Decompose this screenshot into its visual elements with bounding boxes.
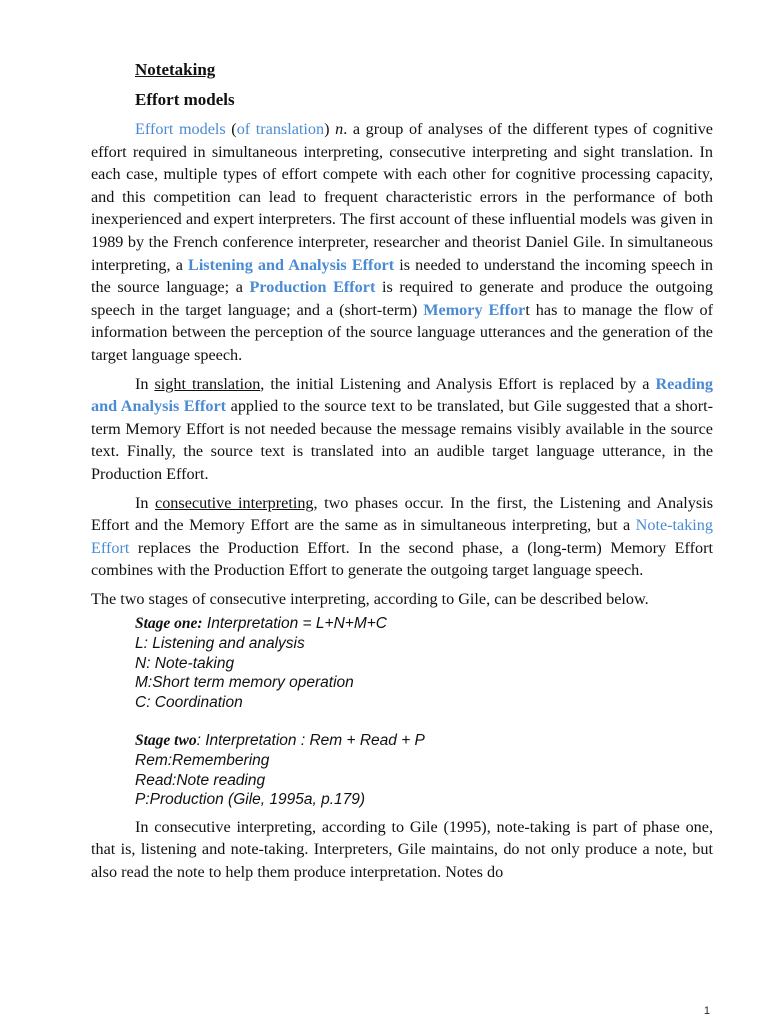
section-title: Effort models xyxy=(135,90,235,109)
page-content xyxy=(91,58,713,884)
text: In xyxy=(135,493,156,512)
text: ) xyxy=(324,120,336,138)
stage-two-label: Stage two xyxy=(135,732,197,750)
text: , two phases occur. In the first, the Listening and Analysis Effort and the Memory Effort are the same as in simultaneous interpreting, but a xyxy=(91,493,713,535)
paragraph-two-stages: The two stages of consecutive interpreting, according to Gile, can be described below. xyxy=(91,589,649,608)
text: Interpretation = L+N+M+C xyxy=(202,615,387,633)
link-consecutive-interpreting[interactable]: consecutive interpreting xyxy=(155,493,314,512)
text: ( xyxy=(225,120,237,138)
stage-one-block xyxy=(135,614,713,809)
term-reading-analysis-effort: Reading and Analysis Effort xyxy=(91,374,714,416)
term-listening-analysis-effort: Listening and Analysis Effort xyxy=(188,255,395,274)
stage-one-line: M:Short term memory operation xyxy=(135,674,354,692)
term-memory-effort: Memory Effor xyxy=(423,300,526,319)
stage-two-line: P:Production (Gile, 1995a, p.179) xyxy=(135,791,366,809)
paragraph-consecutive xyxy=(91,492,713,582)
stage-two-formula xyxy=(135,731,713,751)
paragraph-effort-models xyxy=(91,118,713,367)
page-number: 1 xyxy=(703,1005,710,1017)
stage-two-line: Read:Note reading xyxy=(135,771,266,789)
text: . a group of analyses of the different types of cognitive effort required in simultaneous interpreting, consecutive interpreting and sight translation. In each case, multiple types of effort compete with each other for cognitive processing capacity, and this competition can lead to frequent characteristic errors in the performance of both inexperienced and expert interpreters. The first account of these influential models was given in 1989 by the French conference interpreter, researcher and theorist Daniel Gile. In simultaneous interpreting, a xyxy=(91,120,713,274)
link-sight-translation[interactable]: sight translation xyxy=(154,374,261,393)
paragraph-note-taking: In consecutive interpreting, according to Gile (1995), note-taking is part of phase one, that is, listening and note-taking. Interpreters, Gile maintains, do not only produce a note, but also read the note to help them produce interpretation. Notes do xyxy=(91,817,713,881)
text: is required to generate and produce the outgoing speech in the target language; and a (short-term) xyxy=(91,278,713,319)
stage-one-line: C: Coordination xyxy=(135,693,243,711)
text: applied to the source text to be translated, but Gile suggested that a short-term Memory Effort is not needed because the message remains visibly available in the source text. Finally, the source text is translated into an audible target language utterance, in the Production Effort. xyxy=(91,397,713,483)
term-production-effort: Production Effort xyxy=(249,278,376,297)
text: , the initial Listening and Analysis Effort is replaced by a xyxy=(260,374,656,393)
stage-two-line: Rem:Remembering xyxy=(135,752,270,770)
term-of-translation: of translation xyxy=(236,120,325,138)
text: is needed to understand the incoming speech in the source language; a xyxy=(91,255,713,297)
text: n xyxy=(335,120,344,138)
stage-one-line: N: Note-taking xyxy=(135,654,235,672)
spacer xyxy=(135,712,713,731)
stage-one-line: L: Listening and analysis xyxy=(135,635,305,653)
term-effort-models: Effort models xyxy=(135,120,226,138)
stage-one-label: Stage one: xyxy=(135,615,203,633)
text: In xyxy=(135,374,155,393)
paragraph-sight-translation xyxy=(91,373,713,486)
page-title: Notetaking xyxy=(135,60,216,79)
term-note-taking-effort: Note-taking Effort xyxy=(91,516,713,557)
text: replaces the Production Effort. In the second phase, a (long-term) Memory Effort combines with the Production Effort to generate the outgoing target language speech. xyxy=(91,538,713,580)
text: : Interpretation : Rem + Read + P xyxy=(196,732,425,750)
text: t has to manage the flow of information between the perception of the source language utterances and the generation of the target language speech. xyxy=(91,300,713,364)
stage-one-formula xyxy=(135,614,713,634)
